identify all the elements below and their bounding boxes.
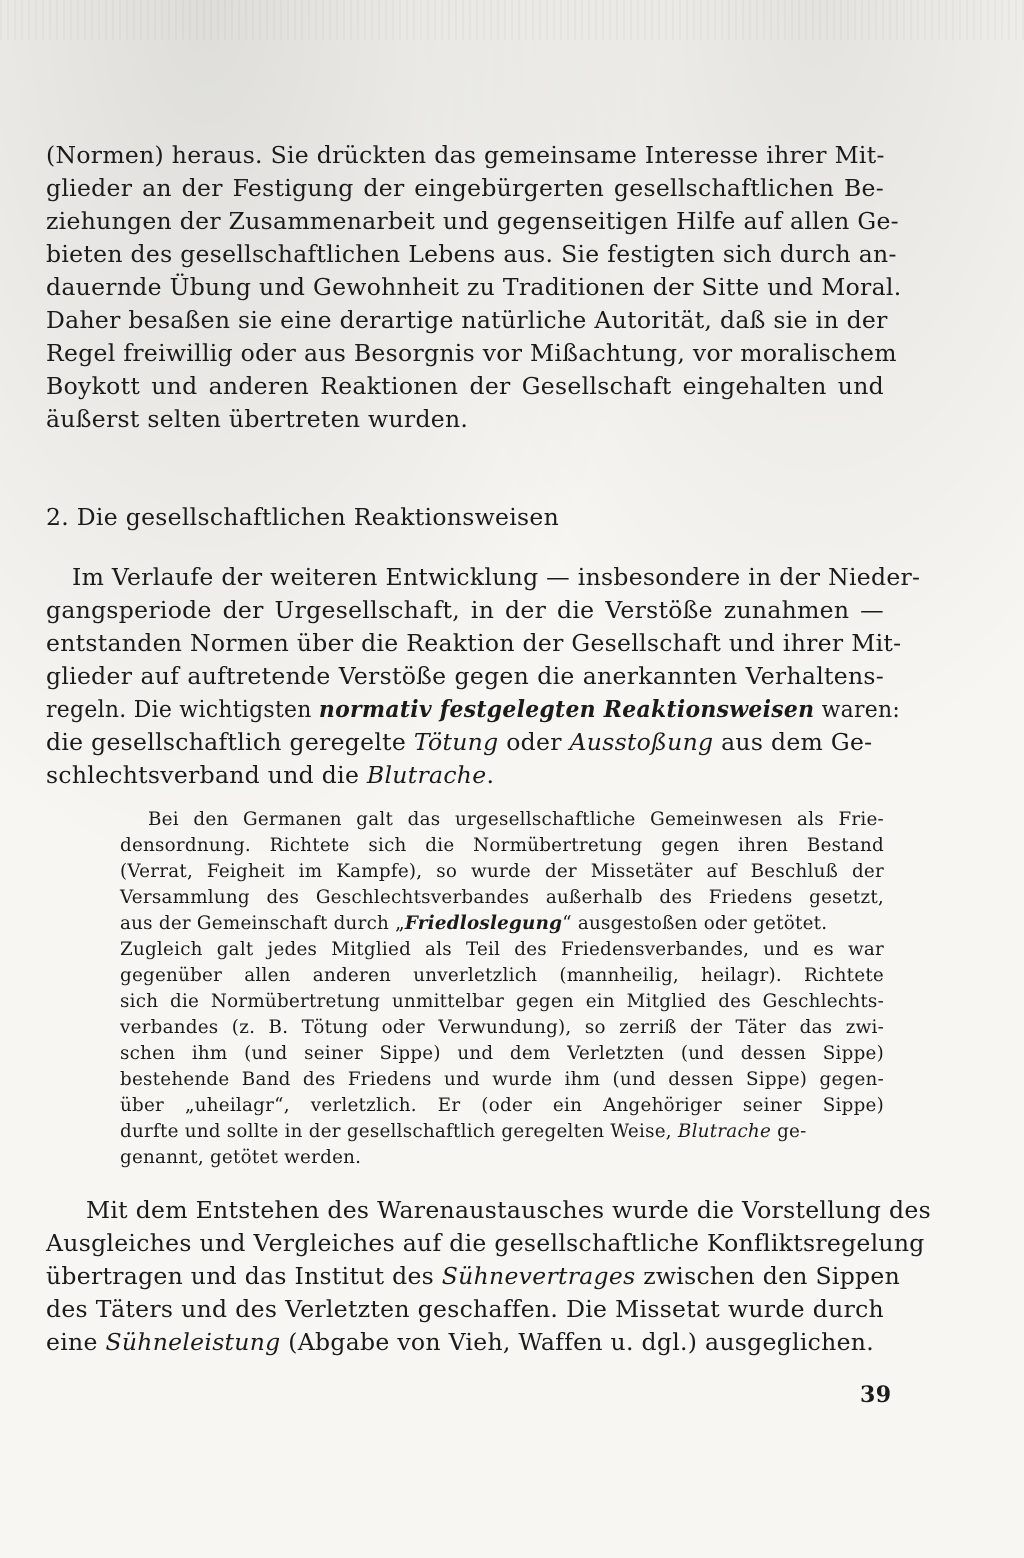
para2-line-3: entstanden Normen über die Reaktion der Gesellschaft und ihrer Mit- xyxy=(46,629,902,657)
emphasis-friedloslegung: Friedloslegung xyxy=(404,913,563,934)
emphasis-suehnevertrag: Sühnevertrages xyxy=(441,1262,636,1290)
quote-line-3: (Verrat, Feigheit im Kampfe), so wurde der Missetäter auf Beschluß der xyxy=(120,861,884,882)
para2-line-5-c: waren: xyxy=(814,695,901,723)
para2-line-7-c: . xyxy=(486,761,495,789)
emphasis-ausstossung: Ausstoßung xyxy=(569,728,714,756)
quote-line-5-a: aus der Gemeinschaft durch „ xyxy=(120,913,405,934)
para3-line-3-a: übertragen und das Institut des xyxy=(46,1262,442,1290)
emphasis-blutrache-2: Blutrache xyxy=(677,1121,772,1142)
para2-line-6-c: oder xyxy=(498,728,570,756)
quote-line-13-c: ge- xyxy=(771,1121,807,1142)
quote-line-10: schen ihm (und seiner Sippe) und dem Verletzten (und dessen Sippe) xyxy=(120,1043,884,1064)
para1-line-1: (Normen) heraus. Sie drückten das gemeinsame Interesse ihrer Mit- xyxy=(46,141,885,169)
para2-line-2: gangsperiode der Urgesellschaft, in der die Verstöße zunahmen — xyxy=(46,596,884,624)
para3-line-5-c: (Abgabe von Vieh, Waffen u. dgl.) ausgeglichen. xyxy=(280,1328,874,1356)
para2-line-5 xyxy=(46,695,900,723)
para1-line-3: ziehungen der Zusammenarbeit und gegenseitigen Hilfe auf allen Ge- xyxy=(46,207,899,235)
para2-line-5-a: regeln. Die wichtigsten xyxy=(46,695,319,723)
para3-line-5 xyxy=(46,1328,874,1356)
emphasis-reaktionsweisen: normativ festgelegten Reaktionsweisen xyxy=(318,695,815,723)
para1-line-5: dauernde Übung und Gewohnheit zu Traditionen der Sitte und Moral. xyxy=(46,273,902,301)
quote-line-5 xyxy=(120,913,827,934)
quote-line-1: Bei den Germanen galt das urgesellschaftliche Gemeinwesen als Frie- xyxy=(148,809,884,830)
para3-line-1: Mit dem Entstehen des Warenaustausches wurde die Vorstellung des xyxy=(86,1196,931,1224)
emphasis-blutrache: Blutrache xyxy=(366,761,487,789)
section-heading: 2. Die gesellschaftlichen Reaktionsweisen xyxy=(46,503,560,531)
para3-line-5-a: eine xyxy=(46,1328,106,1356)
page-number: 39 xyxy=(860,1382,892,1408)
para2-line-6 xyxy=(46,728,872,756)
para3-line-2: Ausgleiches und Vergleiches auf die gesellschaftliche Konfliktsregelung xyxy=(46,1229,925,1257)
quote-line-9: verbandes (z. B. Tötung oder Verwundung), so zerriß der Täter das zwi- xyxy=(120,1017,884,1038)
para2-line-1: Im Verlaufe der weiteren Entwicklung — insbesondere in der Nieder- xyxy=(72,563,921,591)
quote-line-6: Zugleich galt jedes Mitglied als Teil des Friedensverbandes, und es war xyxy=(120,939,884,960)
quote-line-4: Versammlung des Geschlechtsverbandes außerhalb des Friedens gesetzt, xyxy=(120,887,884,908)
para2-line-6-e: aus dem Ge- xyxy=(713,728,873,756)
quote-line-14: genannt, getötet werden. xyxy=(120,1147,362,1168)
quote-line-13-a: durfte und sollte in der gesellschaftlich geregelten Weise, xyxy=(120,1121,678,1142)
para1-line-6: Daher besaßen sie eine derartige natürliche Autorität, daß sie in der xyxy=(46,306,888,334)
para1-line-4: bieten des gesellschaftlichen Lebens aus. Sie festigten sich durch an- xyxy=(46,240,897,268)
para2-line-7-a: schlechtsverband und die xyxy=(46,761,367,789)
quote-line-12: über „uheilagr“, verletzlich. Er (oder ein Angehöriger seiner Sippe) xyxy=(120,1095,884,1116)
quote-line-11: bestehende Band des Friedens und wurde ihm (und dessen Sippe) gegen- xyxy=(120,1069,884,1090)
para1-line-2: glieder an der Festigung der eingebürgerten gesellschaftlichen Be- xyxy=(46,174,884,202)
scan-edge-noise xyxy=(0,0,1024,40)
emphasis-suehneleistung: Sühneleistung xyxy=(105,1328,281,1356)
quote-line-2: densordnung. Richtete sich die Normübertretung gegen ihren Bestand xyxy=(120,835,884,856)
para1-line-8: Boykott und anderen Reaktionen der Gesellschaft eingehalten und xyxy=(46,372,884,400)
para2-line-7 xyxy=(46,761,494,789)
quote-line-7: gegenüber allen anderen unverletzlich (mannheilig, heilagr). Richtete xyxy=(120,965,884,986)
quote-line-13 xyxy=(120,1121,807,1142)
para3-line-3 xyxy=(46,1262,900,1290)
para3-line-4: des Täters und des Verletzten geschaffen. Die Missetat wurde durch xyxy=(46,1295,884,1323)
emphasis-toetung: Tötung xyxy=(413,728,499,756)
para2-line-6-a: die gesellschaftlich geregelte xyxy=(46,728,414,756)
para2-line-4: glieder auf auftretende Verstöße gegen die anerkannten Verhaltens- xyxy=(46,662,884,690)
para1-line-7: Regel freiwillig oder aus Besorgnis vor Mißachtung, vor moralischem xyxy=(46,339,897,367)
para1-line-9: äußerst selten übertreten wurden. xyxy=(46,405,469,433)
quote-line-5-c: “ ausgestoßen oder getötet. xyxy=(562,913,828,934)
para3-line-3-c: zwischen den Sippen xyxy=(635,1262,901,1290)
quote-line-8: sich die Normübertretung unmittelbar gegen ein Mitglied des Geschlechts- xyxy=(120,991,884,1012)
